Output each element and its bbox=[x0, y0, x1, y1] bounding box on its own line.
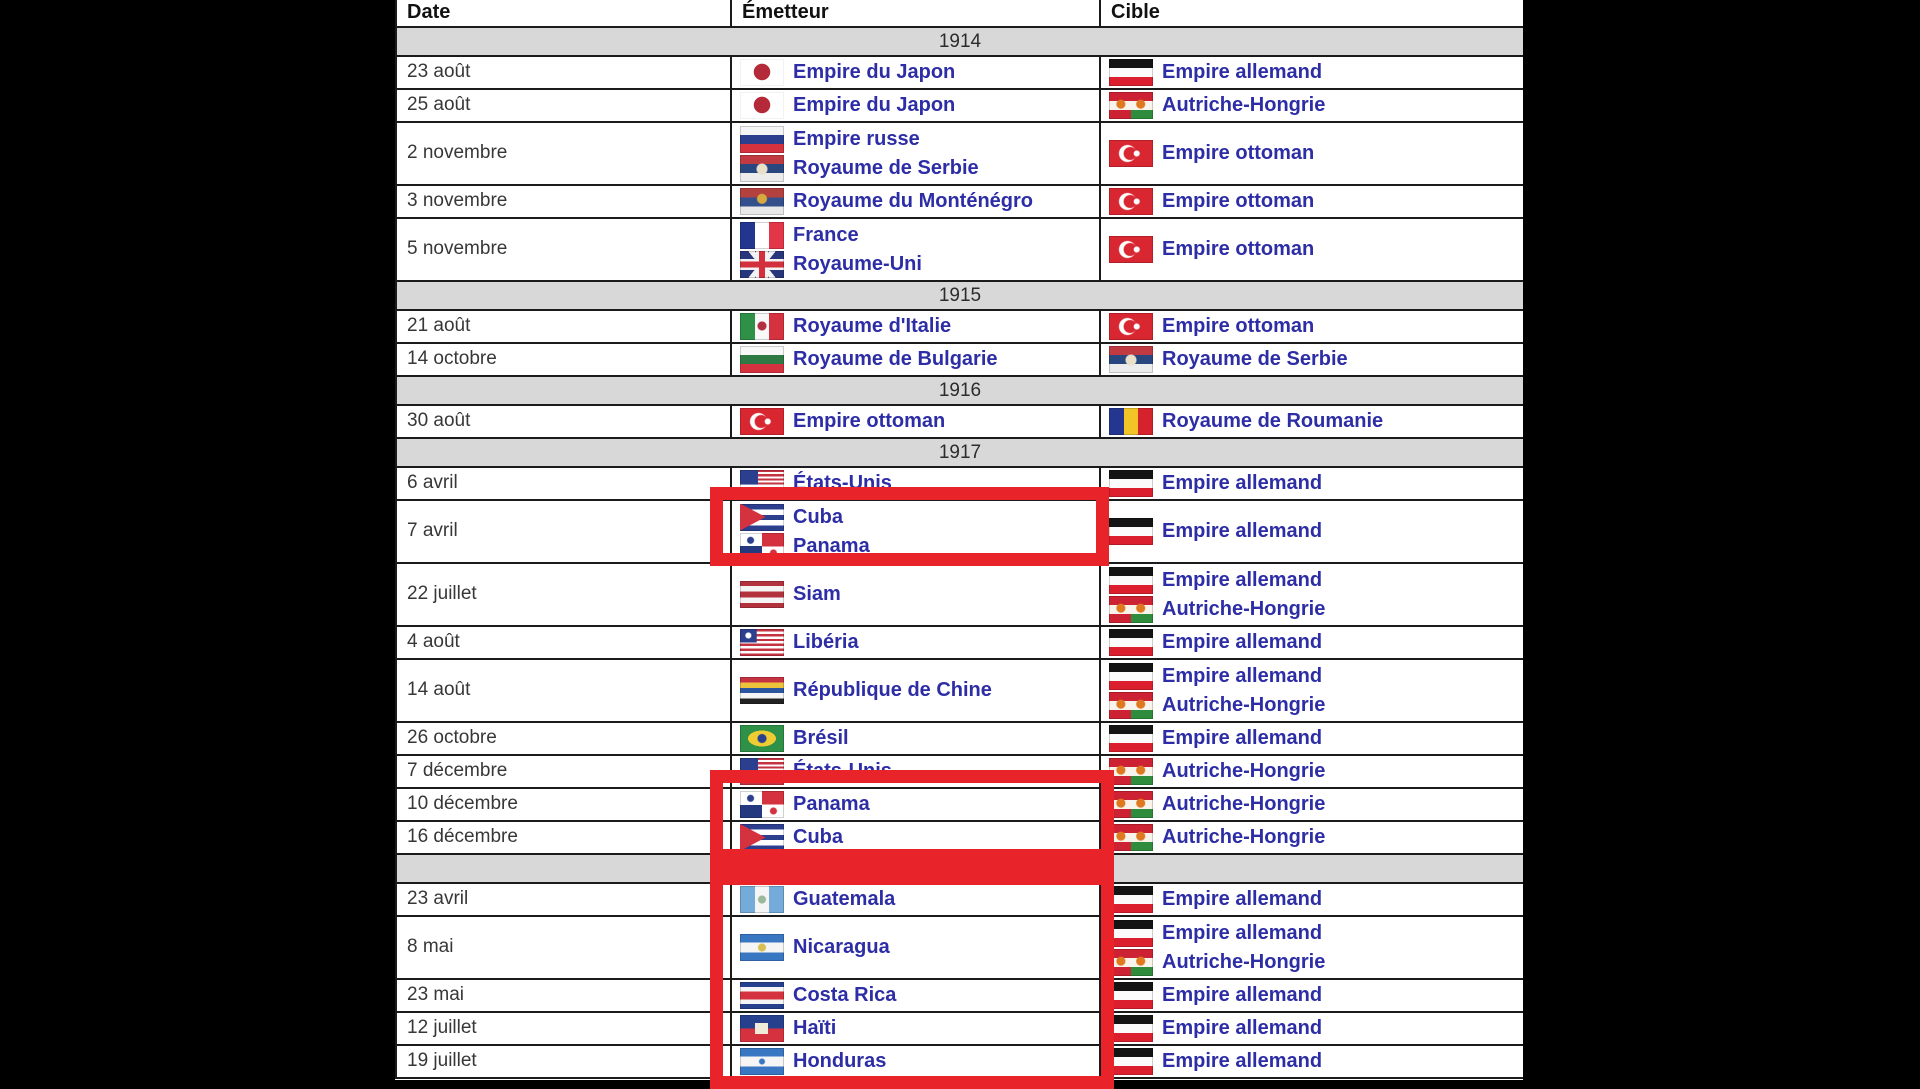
flag-bulgaria-icon bbox=[740, 346, 784, 373]
flag-germany-icon bbox=[1109, 920, 1153, 947]
country-cell bbox=[1100, 821, 1523, 854]
country-link[interactable]: Empire allemand bbox=[1162, 631, 1323, 653]
flag-austria-icon bbox=[1109, 791, 1153, 818]
country-cell bbox=[731, 122, 1100, 185]
country-lines bbox=[1101, 758, 1523, 786]
year-row-label: 1914 bbox=[396, 27, 1523, 56]
country-link[interactable]: Autriche-Hongrie bbox=[1162, 793, 1326, 815]
country-cell bbox=[1100, 755, 1523, 788]
country-lines bbox=[1101, 886, 1523, 914]
country-cell bbox=[1100, 89, 1523, 122]
country-line bbox=[740, 155, 1099, 181]
country-line bbox=[1109, 409, 1523, 435]
annotation-box-1918-declarations bbox=[710, 849, 1114, 1089]
country-cell bbox=[1100, 185, 1523, 218]
country-link[interactable]: Empire ottoman bbox=[1162, 315, 1315, 337]
date-cell: 3 novembre bbox=[396, 185, 731, 218]
date-cell: 2 novembre bbox=[396, 122, 731, 185]
country-cell bbox=[1100, 626, 1523, 659]
country-cell bbox=[731, 563, 1100, 626]
flag-austria-icon bbox=[1109, 692, 1153, 719]
country-link[interactable]: France bbox=[793, 223, 859, 246]
country-link[interactable]: États-Unis bbox=[793, 472, 892, 494]
country-line bbox=[740, 126, 1099, 152]
country-lines bbox=[732, 188, 1099, 216]
date-cell: 25 août bbox=[396, 89, 731, 122]
country-lines bbox=[1101, 92, 1523, 120]
country-cell bbox=[1100, 979, 1523, 1012]
country-link[interactable]: Empire allemand bbox=[1162, 1017, 1323, 1039]
country-line bbox=[1109, 949, 1523, 975]
country-link[interactable]: Autriche-Hongrie bbox=[1162, 950, 1326, 973]
table-header-row bbox=[396, 0, 1523, 27]
country-link[interactable]: Royaume de Roumanie bbox=[1162, 410, 1384, 432]
country-lines bbox=[1101, 188, 1523, 216]
country-cell bbox=[1100, 659, 1523, 722]
year-row-label: 1917 bbox=[396, 438, 1523, 467]
country-line bbox=[1109, 60, 1523, 86]
table-row bbox=[396, 310, 1523, 343]
country-link[interactable]: Royaume du Monténégro bbox=[793, 190, 1034, 212]
country-link[interactable]: Empire allemand bbox=[1162, 520, 1323, 542]
flag-italy-icon bbox=[740, 313, 784, 340]
country-link[interactable]: États-Unis bbox=[793, 760, 892, 782]
date-cell: 23 août bbox=[396, 56, 731, 89]
country-link[interactable]: Panama bbox=[793, 534, 870, 557]
country-cell bbox=[1100, 122, 1523, 185]
country-line bbox=[1109, 759, 1523, 785]
country-cell bbox=[731, 185, 1100, 218]
country-link[interactable]: Empire ottoman bbox=[793, 410, 946, 432]
flag-montenegro-icon bbox=[740, 188, 784, 215]
country-link[interactable]: Haïti bbox=[793, 1017, 837, 1039]
country-line bbox=[740, 60, 1099, 86]
flag-germany-icon bbox=[1109, 1048, 1153, 1075]
date-cell: 19 juillet bbox=[396, 1045, 731, 1078]
country-link[interactable]: Empire allemand bbox=[1162, 984, 1323, 1006]
country-line bbox=[1109, 887, 1523, 913]
country-cell bbox=[1100, 563, 1523, 626]
country-line bbox=[740, 314, 1099, 340]
table-row bbox=[396, 56, 1523, 89]
date-cell: 7 avril bbox=[396, 500, 731, 563]
country-cell bbox=[1100, 722, 1523, 755]
country-cell bbox=[731, 659, 1100, 722]
flag-germany-icon bbox=[1109, 886, 1153, 913]
country-line bbox=[1109, 1016, 1523, 1042]
country-lines bbox=[732, 629, 1099, 657]
date-cell: 8 mai bbox=[396, 916, 731, 979]
country-lines bbox=[732, 59, 1099, 87]
country-lines bbox=[1101, 982, 1523, 1010]
country-lines bbox=[732, 92, 1099, 120]
country-line bbox=[1109, 825, 1523, 851]
country-link[interactable]: Empire du Japon bbox=[793, 61, 956, 83]
date-cell: 5 novembre bbox=[396, 218, 731, 281]
flag-ottoman-icon bbox=[1109, 140, 1153, 167]
flag-ottoman-icon bbox=[1109, 236, 1153, 263]
country-line bbox=[1109, 471, 1523, 497]
country-line bbox=[1109, 596, 1523, 622]
flag-uk-icon bbox=[740, 251, 784, 278]
country-link[interactable]: Autriche-Hongrie bbox=[1162, 826, 1326, 848]
table-row bbox=[396, 405, 1523, 438]
date-cell: 14 août bbox=[396, 659, 731, 722]
flag-romania-icon bbox=[1109, 408, 1153, 435]
country-link[interactable]: Brésil bbox=[793, 727, 849, 749]
country-cell bbox=[731, 343, 1100, 376]
country-cell bbox=[1100, 56, 1523, 89]
flag-germany-icon bbox=[1109, 725, 1153, 752]
date-cell: 7 décembre bbox=[396, 755, 731, 788]
country-line bbox=[740, 222, 1099, 248]
country-lines bbox=[1101, 470, 1523, 498]
table-row bbox=[396, 185, 1523, 218]
country-lines bbox=[1101, 824, 1523, 852]
country-cell bbox=[1100, 788, 1523, 821]
year-row-label: 1915 bbox=[396, 281, 1523, 310]
country-link[interactable]: Guatemala bbox=[793, 888, 896, 910]
country-link[interactable]: Royaume de Bulgarie bbox=[793, 348, 998, 370]
country-line bbox=[740, 189, 1099, 215]
date-cell: 4 août bbox=[396, 626, 731, 659]
flag-russia-icon bbox=[740, 126, 784, 153]
country-link[interactable]: Costa Rica bbox=[793, 984, 897, 1006]
flag-germany-icon bbox=[1109, 629, 1153, 656]
country-lines bbox=[732, 346, 1099, 374]
country-link[interactable]: Panama bbox=[793, 793, 870, 815]
country-link[interactable]: Empire allemand bbox=[1162, 921, 1323, 944]
country-lines bbox=[1101, 1015, 1523, 1043]
year-row bbox=[396, 376, 1523, 405]
country-line bbox=[1109, 983, 1523, 1009]
flag-france-icon bbox=[740, 222, 784, 249]
flag-japan-icon bbox=[740, 92, 784, 119]
country-line bbox=[1109, 792, 1523, 818]
country-lines bbox=[1101, 518, 1523, 546]
table-row bbox=[396, 218, 1523, 281]
flag-austria-icon bbox=[1109, 824, 1153, 851]
country-line bbox=[1109, 141, 1523, 167]
country-line bbox=[1109, 314, 1523, 340]
flag-ottoman-icon bbox=[740, 408, 784, 435]
flag-japan-icon bbox=[740, 59, 784, 86]
country-line bbox=[740, 251, 1099, 277]
column-header-date: Date bbox=[396, 0, 731, 27]
country-lines bbox=[732, 221, 1099, 278]
date-cell: 10 décembre bbox=[396, 788, 731, 821]
table-row bbox=[396, 343, 1523, 376]
country-link[interactable]: Autriche-Hongrie bbox=[1162, 94, 1326, 116]
country-lines bbox=[1101, 919, 1523, 976]
country-lines bbox=[1101, 140, 1523, 168]
country-line bbox=[1109, 663, 1523, 689]
date-cell: 14 octobre bbox=[396, 343, 731, 376]
country-line bbox=[740, 630, 1099, 656]
country-lines bbox=[732, 313, 1099, 341]
flag-ottoman-icon bbox=[1109, 313, 1153, 340]
flag-austria-icon bbox=[1109, 92, 1153, 119]
date-cell: 23 mai bbox=[396, 979, 731, 1012]
date-cell: 6 avril bbox=[396, 467, 731, 500]
table-row bbox=[396, 722, 1523, 755]
date-cell: 23 avril bbox=[396, 883, 731, 916]
country-cell bbox=[731, 218, 1100, 281]
country-link[interactable]: Empire allemand bbox=[1162, 568, 1323, 591]
country-lines bbox=[1101, 566, 1523, 623]
country-link[interactable]: Empire ottoman bbox=[1162, 142, 1315, 164]
table-row bbox=[396, 89, 1523, 122]
country-cell bbox=[1100, 310, 1523, 343]
country-cell bbox=[731, 310, 1100, 343]
country-cell bbox=[731, 405, 1100, 438]
country-cell bbox=[1100, 218, 1523, 281]
country-lines bbox=[732, 408, 1099, 436]
country-link[interactable]: Honduras bbox=[793, 1050, 887, 1072]
country-cell bbox=[1100, 883, 1523, 916]
country-lines bbox=[1101, 346, 1523, 374]
country-link[interactable]: Empire allemand bbox=[1162, 888, 1323, 910]
flag-germany-icon bbox=[1109, 663, 1153, 690]
flag-serbia-icon bbox=[1109, 346, 1153, 373]
year-row bbox=[396, 27, 1523, 56]
country-link[interactable]: Empire du Japon bbox=[793, 94, 956, 116]
country-link[interactable]: Cuba bbox=[793, 505, 843, 528]
flag-germany-icon bbox=[1109, 59, 1153, 86]
date-cell: 16 décembre bbox=[396, 821, 731, 854]
flag-austria-icon bbox=[1109, 949, 1153, 976]
country-lines bbox=[1101, 662, 1523, 719]
country-link[interactable]: Autriche-Hongrie bbox=[1162, 760, 1326, 782]
country-line bbox=[740, 678, 1099, 704]
country-lines bbox=[1101, 629, 1523, 657]
column-header-emitter: Émetteur bbox=[731, 0, 1100, 27]
flag-germany-icon bbox=[1109, 1015, 1153, 1042]
country-line bbox=[740, 93, 1099, 119]
country-cell bbox=[1100, 916, 1523, 979]
country-line bbox=[740, 409, 1099, 435]
country-line bbox=[1109, 93, 1523, 119]
flag-austria-icon bbox=[1109, 596, 1153, 623]
country-lines bbox=[1101, 59, 1523, 87]
country-lines bbox=[1101, 1048, 1523, 1076]
country-link[interactable]: Empire allemand bbox=[1162, 1050, 1323, 1072]
country-lines bbox=[732, 125, 1099, 182]
country-link[interactable]: Autriche-Hongrie bbox=[1162, 597, 1326, 620]
flag-germany-icon bbox=[1109, 470, 1153, 497]
country-link[interactable]: Royaume de Serbie bbox=[793, 156, 979, 179]
flag-liberia-icon bbox=[740, 629, 784, 656]
country-link[interactable]: Royaume de Serbie bbox=[1162, 348, 1348, 370]
country-line bbox=[1109, 567, 1523, 593]
country-line bbox=[1109, 189, 1523, 215]
country-link[interactable]: Royaume-Uni bbox=[793, 252, 922, 275]
year-row-label: 1916 bbox=[396, 376, 1523, 405]
flag-germany-icon bbox=[1109, 518, 1153, 545]
flag-serbia-icon bbox=[740, 155, 784, 182]
country-cell bbox=[731, 722, 1100, 755]
date-cell: 22 juillet bbox=[396, 563, 731, 626]
table-row bbox=[396, 626, 1523, 659]
flag-china-icon bbox=[740, 677, 784, 704]
year-row bbox=[396, 438, 1523, 467]
country-lines bbox=[732, 581, 1099, 609]
country-line bbox=[1109, 519, 1523, 545]
country-lines bbox=[1101, 725, 1523, 753]
country-cell bbox=[731, 626, 1100, 659]
country-link[interactable]: Empire ottoman bbox=[1162, 190, 1315, 212]
country-link[interactable]: Nicaragua bbox=[793, 936, 890, 958]
country-cell bbox=[731, 56, 1100, 89]
country-link[interactable]: Empire allemand bbox=[1162, 664, 1323, 687]
country-link[interactable]: Empire allemand bbox=[1162, 61, 1323, 83]
flag-ottoman-icon bbox=[1109, 188, 1153, 215]
country-cell bbox=[1100, 343, 1523, 376]
country-link[interactable]: Autriche-Hongrie bbox=[1162, 693, 1326, 716]
country-line bbox=[1109, 237, 1523, 263]
flag-germany-icon bbox=[1109, 982, 1153, 1009]
country-line bbox=[1109, 726, 1523, 752]
country-link[interactable]: Empire russe bbox=[793, 127, 920, 150]
date-cell: 21 août bbox=[396, 310, 731, 343]
country-link[interactable]: Libéria bbox=[793, 631, 859, 653]
country-line bbox=[740, 726, 1099, 752]
country-link[interactable]: Empire ottoman bbox=[1162, 238, 1315, 260]
country-lines bbox=[1101, 313, 1523, 341]
column-header-target: Cible bbox=[1100, 0, 1523, 27]
country-cell bbox=[731, 89, 1100, 122]
flag-siam-icon bbox=[740, 581, 784, 608]
country-line bbox=[1109, 920, 1523, 946]
country-link[interactable]: Cuba bbox=[793, 826, 843, 848]
country-lines bbox=[1101, 791, 1523, 819]
country-line bbox=[1109, 347, 1523, 373]
country-link[interactable]: Empire allemand bbox=[1162, 472, 1323, 494]
annotation-box-cuba-panama bbox=[710, 487, 1109, 566]
country-lines bbox=[732, 677, 1099, 705]
country-cell bbox=[1100, 1045, 1523, 1078]
table-row bbox=[396, 122, 1523, 185]
country-cell bbox=[1100, 1012, 1523, 1045]
date-cell: 26 octobre bbox=[396, 722, 731, 755]
country-link[interactable]: République de Chine bbox=[793, 679, 992, 701]
country-link[interactable]: Empire allemand bbox=[1162, 727, 1323, 749]
country-line bbox=[740, 582, 1099, 608]
country-line bbox=[1109, 1049, 1523, 1075]
flag-austria-icon bbox=[1109, 758, 1153, 785]
country-cell bbox=[1100, 467, 1523, 500]
flag-germany-icon bbox=[1109, 567, 1153, 594]
date-cell: 12 juillet bbox=[396, 1012, 731, 1045]
year-row bbox=[396, 281, 1523, 310]
date-cell: 30 août bbox=[396, 405, 731, 438]
country-link[interactable]: Royaume d'Italie bbox=[793, 315, 952, 337]
table-row bbox=[396, 563, 1523, 626]
country-line bbox=[740, 347, 1099, 373]
country-cell bbox=[1100, 500, 1523, 563]
country-line bbox=[1109, 692, 1523, 718]
country-cell bbox=[1100, 405, 1523, 438]
country-link[interactable]: Siam bbox=[793, 583, 841, 605]
country-lines bbox=[1101, 408, 1523, 436]
country-lines bbox=[1101, 236, 1523, 264]
country-line bbox=[1109, 630, 1523, 656]
country-lines bbox=[732, 725, 1099, 753]
flag-brazil-icon bbox=[740, 725, 784, 752]
table-row bbox=[396, 659, 1523, 722]
